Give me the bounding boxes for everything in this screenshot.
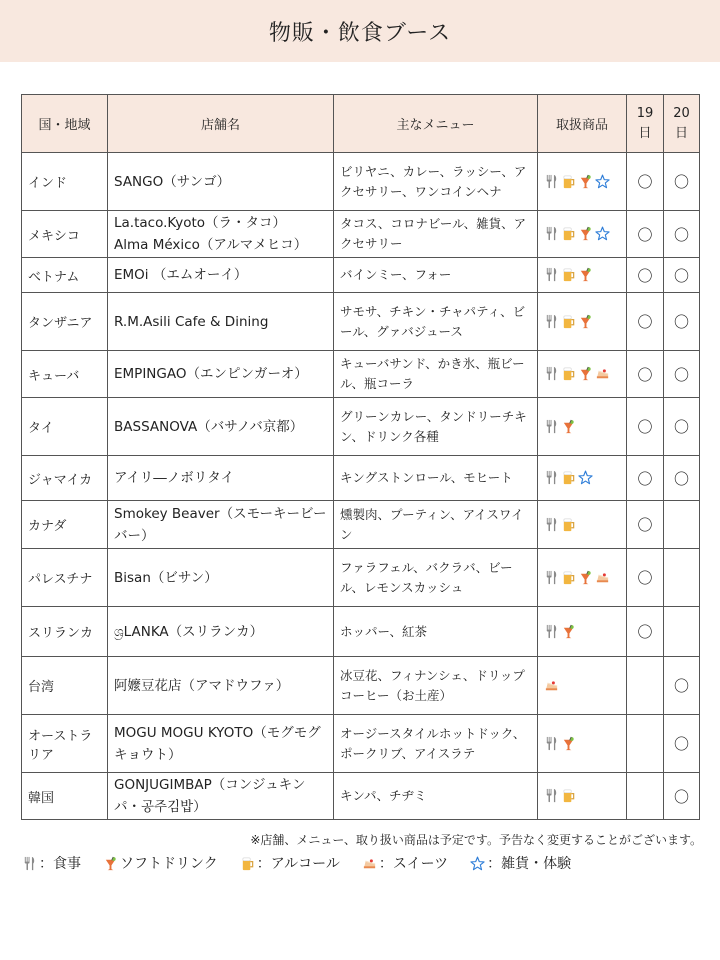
menu-cell: グリーンカレー、タンドリーチキン、ドリンク各種 <box>334 398 538 456</box>
goods-experience-icon <box>578 470 593 485</box>
table-row <box>22 258 700 293</box>
country-cell: メキシコ <box>22 211 108 258</box>
shop-name: BASSANOVA（バサノバ京都） <box>114 418 304 435</box>
shop-name: GONJUGIMBAP（コンジュキンパ・공주김밥） <box>114 777 306 815</box>
shop-name: Bisan（ビサン） <box>114 569 218 586</box>
soft-drink-icon <box>578 267 593 282</box>
table-row <box>22 293 700 351</box>
goods-experience-icon <box>595 174 610 189</box>
items-cell <box>538 549 627 607</box>
day-20-availability: 〇 <box>664 657 700 715</box>
shop-cell <box>108 293 334 351</box>
day-20-availability: 〇 <box>664 715 700 773</box>
header-menu: 主なメニュー <box>334 95 538 153</box>
soft-drink-icon <box>578 226 593 241</box>
table-row <box>22 398 700 456</box>
shop-name: EMPINGAO（エンピンガーオ） <box>114 366 308 382</box>
shop-cell <box>108 351 334 398</box>
shop-cell <box>108 211 334 258</box>
header-day-19 <box>627 95 664 153</box>
legend-item <box>240 853 340 873</box>
header-day-19-number: 19 <box>636 105 654 121</box>
soft-drink-icon <box>561 624 576 639</box>
table-row <box>22 351 700 398</box>
day-19-availability: 〇 <box>627 153 664 211</box>
legend-label: ：アルコール <box>256 856 340 872</box>
legend-label: ：スイーツ <box>378 856 449 872</box>
alcohol-icon <box>561 788 576 803</box>
day-19-availability: 〇 <box>627 501 664 549</box>
legend-item <box>103 853 218 873</box>
legend-item <box>470 853 571 873</box>
shop-cell <box>108 153 334 211</box>
day-20-availability: 〇 <box>664 211 700 258</box>
goods-experience-icon <box>595 226 610 241</box>
legend-label: ソフトドリンク <box>120 856 218 872</box>
menu-cell: 燻製肉、プーティン、アイスワイン <box>334 501 538 549</box>
menu-cell: キューバサンド、かき氷、瓶ビール、瓶コーラ <box>334 351 538 398</box>
table-row <box>22 715 700 773</box>
items-cell <box>538 456 627 501</box>
food-icon <box>544 736 559 751</box>
shop-name: Alma México（アルマメヒコ） <box>114 237 308 253</box>
country-cell: タンザニア <box>22 293 108 351</box>
header-day-19-unit: 日 <box>638 125 652 141</box>
day-19-availability: 〇 <box>627 293 664 351</box>
day-20-availability <box>664 549 700 607</box>
food-icon <box>544 470 559 485</box>
day-20-availability: 〇 <box>664 293 700 351</box>
soft-drink-icon <box>578 570 593 585</box>
shop-cell <box>108 715 334 773</box>
shop-cell <box>108 456 334 501</box>
food-icon <box>544 267 559 282</box>
alcohol-icon <box>561 267 576 282</box>
header-day-20-unit: 日 <box>674 125 688 141</box>
day-19-availability: 〇 <box>627 258 664 293</box>
legend-item <box>362 853 448 873</box>
day-19-availability <box>627 773 664 820</box>
country-cell: スリランカ <box>22 607 108 657</box>
legend-item <box>22 853 81 873</box>
alcohol-icon <box>561 174 576 189</box>
day-20-availability <box>664 607 700 657</box>
shop-name: SANGO（サンゴ） <box>114 173 231 190</box>
shop-name: 阿嬤豆花店（アマドウファ） <box>114 677 290 694</box>
menu-cell: オージースタイルホットドック、ポークリブ、アイスラテ <box>334 715 538 773</box>
table-row <box>22 501 700 549</box>
day-20-availability: 〇 <box>664 153 700 211</box>
soft-drink-icon <box>578 314 593 329</box>
shop-name: MOGU MOGU KYOTO（モグモグキョウト） <box>114 724 321 763</box>
menu-cell: ビリヤニ、カレー、ラッシー、アクセサリー、ワンコインヘナ <box>334 153 538 211</box>
sweets-icon <box>595 366 610 381</box>
food-icon <box>544 570 559 585</box>
table-row <box>22 657 700 715</box>
page-title: 物販・飲食ブース <box>268 20 452 46</box>
shop-cell <box>108 657 334 715</box>
items-cell <box>538 398 627 456</box>
header-items: 取扱商品 <box>538 95 627 153</box>
menu-cell: キンパ、チヂミ <box>334 773 538 820</box>
shop-name: ශ්‍රLANKA（スリランカ） <box>114 623 264 640</box>
items-cell <box>538 607 627 657</box>
sweets-icon <box>544 678 559 693</box>
header-shop: 店舗名 <box>108 95 334 153</box>
shop-name: Smokey Beaver（スモーキービーバー） <box>114 505 327 544</box>
table-row <box>22 456 700 501</box>
day-19-availability: 〇 <box>627 211 664 258</box>
table-row <box>22 773 700 820</box>
shop-name: R.M.Asili Cafe & Dining <box>114 313 269 330</box>
day-20-availability: 〇 <box>664 398 700 456</box>
shop-name: アイリ―ノボリタイ <box>114 470 235 486</box>
menu-cell: ファラフェル、バクラバ、ビール、レモンスカッシュ <box>334 549 538 607</box>
food-icon <box>544 314 559 329</box>
country-cell: パレスチナ <box>22 549 108 607</box>
food-icon <box>544 624 559 639</box>
day-20-availability: 〇 <box>664 456 700 501</box>
table-row <box>22 153 700 211</box>
shop-cell <box>108 398 334 456</box>
day-20-availability <box>664 501 700 549</box>
soft-drink-icon <box>561 736 576 751</box>
menu-cell: サモサ、チキン・チャパティ、ビール、グァバジュース <box>334 293 538 351</box>
alcohol-icon <box>561 470 576 485</box>
food-icon <box>544 174 559 189</box>
table-row <box>22 211 700 258</box>
shop-name: La.taco.Kyoto（ラ・タコ） <box>114 215 287 231</box>
footnote: ※店舗、メニュー、取り扱い商品は予定です。予告なく変更することがございます。 <box>250 833 702 847</box>
country-cell: オーストラリア <box>22 715 108 773</box>
items-cell <box>538 153 627 211</box>
icon-legend <box>22 853 593 873</box>
country-cell: ジャマイカ <box>22 456 108 501</box>
alcohol-icon <box>561 570 576 585</box>
food-icon <box>544 226 559 241</box>
soft-drink-icon <box>578 174 593 189</box>
day-19-availability: 〇 <box>627 456 664 501</box>
menu-cell: ホッパー、紅茶 <box>334 607 538 657</box>
items-cell <box>538 501 627 549</box>
country-cell: カナダ <box>22 501 108 549</box>
header-day-20 <box>664 95 700 153</box>
food-icon <box>544 366 559 381</box>
day-20-availability: 〇 <box>664 351 700 398</box>
country-cell: インド <box>22 153 108 211</box>
table-header-row <box>22 95 700 153</box>
day-19-availability <box>627 715 664 773</box>
alcohol-icon <box>561 366 576 381</box>
items-cell <box>538 258 627 293</box>
country-cell: ベトナム <box>22 258 108 293</box>
sweets-icon <box>362 856 377 871</box>
menu-cell: 冰豆花、フィナンシェ、ドリップコーヒー（お土産） <box>334 657 538 715</box>
day-19-availability: 〇 <box>627 607 664 657</box>
day-20-availability: 〇 <box>664 773 700 820</box>
country-cell: 台湾 <box>22 657 108 715</box>
legend-label: ：雑貨・体験 <box>487 856 572 872</box>
country-cell: キューバ <box>22 351 108 398</box>
header-day-20-number: 20 <box>673 105 690 121</box>
food-icon <box>544 419 559 434</box>
items-cell <box>538 293 627 351</box>
legend-label: ：食事 <box>39 856 81 872</box>
shop-cell <box>108 501 334 549</box>
table-body <box>22 153 700 820</box>
menu-cell: タコス、コロナビール、雑貨、アクセサリー <box>334 211 538 258</box>
sweets-icon <box>595 570 610 585</box>
day-20-availability: 〇 <box>664 258 700 293</box>
country-cell: タイ <box>22 398 108 456</box>
items-cell <box>538 657 627 715</box>
shop-name: EMOi （エムオーイ） <box>114 267 248 283</box>
alcohol-icon <box>561 517 576 532</box>
alcohol-icon <box>240 856 255 871</box>
table-row <box>22 607 700 657</box>
menu-cell: キングストンロール、モヒート <box>334 456 538 501</box>
page-header <box>0 0 720 62</box>
shop-cell <box>108 258 334 293</box>
shop-cell <box>108 549 334 607</box>
day-19-availability: 〇 <box>627 398 664 456</box>
alcohol-icon <box>561 314 576 329</box>
country-cell: 韓国 <box>22 773 108 820</box>
booth-table <box>21 94 700 820</box>
menu-cell: バインミー、フォー <box>334 258 538 293</box>
food-icon <box>544 788 559 803</box>
header-country: 国・地域 <box>22 95 108 153</box>
goods-experience-icon <box>470 856 485 871</box>
day-19-availability: 〇 <box>627 351 664 398</box>
soft-drink-icon <box>561 419 576 434</box>
items-cell <box>538 211 627 258</box>
shop-cell <box>108 607 334 657</box>
food-icon <box>22 856 37 871</box>
soft-drink-icon <box>578 366 593 381</box>
soft-drink-icon <box>103 856 118 871</box>
alcohol-icon <box>561 226 576 241</box>
day-19-availability <box>627 657 664 715</box>
items-cell <box>538 715 627 773</box>
food-icon <box>544 517 559 532</box>
items-cell <box>538 773 627 820</box>
items-cell <box>538 351 627 398</box>
day-19-availability: 〇 <box>627 549 664 607</box>
table-row <box>22 549 700 607</box>
shop-cell <box>108 773 334 820</box>
